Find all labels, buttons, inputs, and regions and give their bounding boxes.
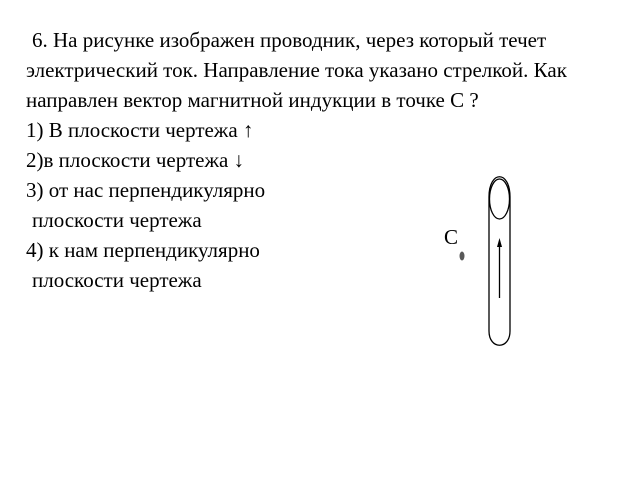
answer-option-3-continuation: плоскости чертежа — [32, 208, 202, 232]
point-c-label: С — [444, 225, 459, 249]
answer-option-1 — [26, 115, 626, 145]
answer-option-4-text: 4) к нам перпендикулярно — [26, 238, 260, 262]
answer-option-4 — [26, 235, 626, 295]
answer-option-3-text: 3) от нас перпендикулярно — [26, 178, 266, 202]
answer-option-2-text: 2)в плоскости чертежа ↓ — [26, 148, 245, 172]
answer-option-2 — [26, 145, 626, 175]
answer-option-4-continuation: плоскости чертежа — [32, 268, 202, 292]
question-block — [26, 25, 626, 295]
question-text: 6. На рисунке изображен проводник, через который течет электрический ток. Направление тока указано стрелкой. Как направлен вектор магнитной индукции в точке С ? — [26, 28, 567, 112]
answer-option-3 — [26, 175, 626, 235]
answer-option-1-text: 1) В плоскости чертежа ↑ — [26, 118, 254, 142]
